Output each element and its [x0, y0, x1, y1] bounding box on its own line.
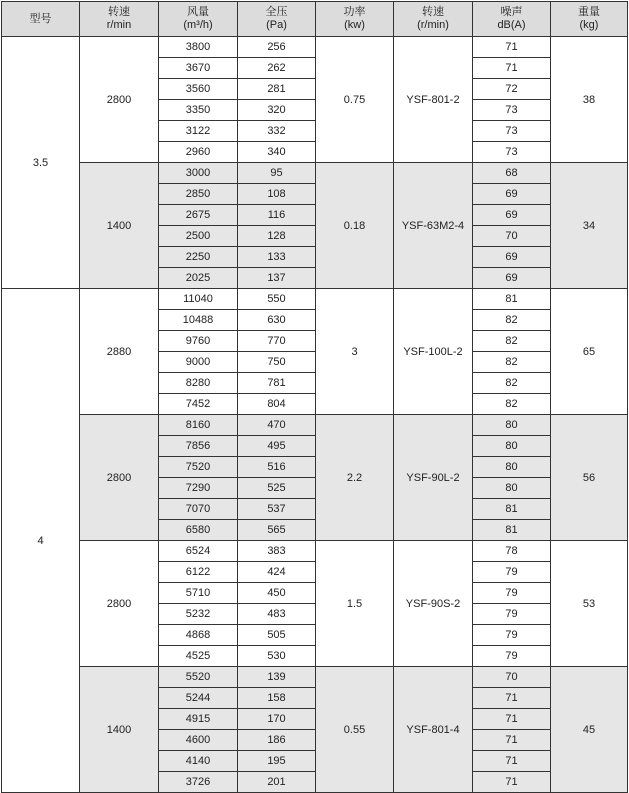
airflow-cell: 7520 — [159, 457, 238, 478]
pressure-cell: 256 — [238, 37, 316, 58]
speed-cell: 1400 — [80, 163, 159, 289]
noise-cell: 69 — [473, 205, 551, 226]
motor-cell: YSF-801-4 — [394, 667, 473, 793]
power-cell: 0.75 — [316, 37, 394, 163]
weight-cell: 65 — [551, 289, 628, 415]
noise-cell: 80 — [473, 436, 551, 457]
table-body — [2, 37, 628, 793]
airflow-cell: 2850 — [159, 184, 238, 205]
speed-cell: 2800 — [80, 37, 159, 163]
noise-cell: 73 — [473, 121, 551, 142]
noise-cell: 79 — [473, 646, 551, 667]
airflow-cell: 6122 — [159, 562, 238, 583]
airflow-cell: 3800 — [159, 37, 238, 58]
noise-cell: 82 — [473, 331, 551, 352]
pressure-cell: 133 — [238, 247, 316, 268]
pressure-cell: 450 — [238, 583, 316, 604]
noise-cell: 82 — [473, 373, 551, 394]
model-cell: 3.5 — [2, 37, 80, 289]
noise-cell: 80 — [473, 457, 551, 478]
pressure-cell: 186 — [238, 730, 316, 751]
power-cell: 0.55 — [316, 667, 394, 793]
airflow-cell: 5520 — [159, 667, 238, 688]
noise-cell: 79 — [473, 583, 551, 604]
airflow-cell: 4525 — [159, 646, 238, 667]
pressure-cell: 128 — [238, 226, 316, 247]
airflow-cell: 3726 — [159, 772, 238, 793]
pressure-cell: 95 — [238, 163, 316, 184]
header-airflow: 风量 (m³/h) — [159, 2, 238, 37]
pressure-cell: 804 — [238, 394, 316, 415]
speed-cell: 2800 — [80, 415, 159, 541]
pressure-cell: 332 — [238, 121, 316, 142]
noise-cell: 78 — [473, 541, 551, 562]
airflow-cell: 3122 — [159, 121, 238, 142]
header-pressure: 全压 (Pa) — [238, 2, 316, 37]
weight-cell: 38 — [551, 37, 628, 163]
airflow-cell: 5232 — [159, 604, 238, 625]
noise-cell: 71 — [473, 688, 551, 709]
noise-cell: 69 — [473, 268, 551, 289]
pressure-cell: 770 — [238, 331, 316, 352]
noise-cell: 69 — [473, 184, 551, 205]
airflow-cell: 6524 — [159, 541, 238, 562]
airflow-cell: 11040 — [159, 289, 238, 310]
pressure-cell: 424 — [238, 562, 316, 583]
noise-cell: 71 — [473, 751, 551, 772]
table-row — [2, 415, 628, 436]
pressure-cell: 281 — [238, 79, 316, 100]
pressure-cell: 550 — [238, 289, 316, 310]
airflow-cell: 8280 — [159, 373, 238, 394]
weight-cell: 34 — [551, 163, 628, 289]
noise-cell: 70 — [473, 226, 551, 247]
airflow-cell: 4915 — [159, 709, 238, 730]
pressure-cell: 565 — [238, 520, 316, 541]
table-row — [2, 289, 628, 310]
pressure-cell: 108 — [238, 184, 316, 205]
noise-cell: 80 — [473, 478, 551, 499]
airflow-cell: 5244 — [159, 688, 238, 709]
noise-cell: 70 — [473, 667, 551, 688]
weight-cell: 45 — [551, 667, 628, 793]
pressure-cell: 116 — [238, 205, 316, 226]
pressure-cell: 630 — [238, 310, 316, 331]
noise-cell: 71 — [473, 730, 551, 751]
pressure-cell: 137 — [238, 268, 316, 289]
airflow-cell: 6580 — [159, 520, 238, 541]
airflow-cell: 5710 — [159, 583, 238, 604]
power-cell: 2.2 — [316, 415, 394, 541]
airflow-cell: 2960 — [159, 142, 238, 163]
noise-cell: 81 — [473, 289, 551, 310]
pressure-cell: 516 — [238, 457, 316, 478]
airflow-cell: 10488 — [159, 310, 238, 331]
airflow-cell: 4868 — [159, 625, 238, 646]
airflow-cell: 2500 — [159, 226, 238, 247]
pressure-cell: 530 — [238, 646, 316, 667]
noise-cell: 79 — [473, 625, 551, 646]
pressure-cell: 525 — [238, 478, 316, 499]
noise-cell: 82 — [473, 310, 551, 331]
speed-cell: 2800 — [80, 541, 159, 667]
weight-cell: 53 — [551, 541, 628, 667]
table-row — [2, 541, 628, 562]
motor-cell: YSF-63M2-4 — [394, 163, 473, 289]
power-cell: 3 — [316, 289, 394, 415]
pressure-cell: 750 — [238, 352, 316, 373]
pressure-cell: 383 — [238, 541, 316, 562]
airflow-cell: 7452 — [159, 394, 238, 415]
airflow-cell: 4600 — [159, 730, 238, 751]
header-fan-speed: 转速 r/min — [80, 2, 159, 37]
pressure-cell: 158 — [238, 688, 316, 709]
noise-cell: 73 — [473, 100, 551, 121]
motor-cell: YSF-100L-2 — [394, 289, 473, 415]
noise-cell: 72 — [473, 79, 551, 100]
table-row — [2, 37, 628, 58]
power-cell: 0.18 — [316, 163, 394, 289]
header-motor: 转速 (r/min) — [394, 2, 473, 37]
pressure-cell: 340 — [238, 142, 316, 163]
pressure-cell: 139 — [238, 667, 316, 688]
pressure-cell: 505 — [238, 625, 316, 646]
pressure-cell: 201 — [238, 772, 316, 793]
airflow-cell: 3670 — [159, 58, 238, 79]
pressure-cell: 320 — [238, 100, 316, 121]
airflow-cell: 2675 — [159, 205, 238, 226]
noise-cell: 73 — [473, 142, 551, 163]
header-noise: 噪声 dB(A) — [473, 2, 551, 37]
noise-cell: 69 — [473, 247, 551, 268]
airflow-cell: 3350 — [159, 100, 238, 121]
pressure-cell: 470 — [238, 415, 316, 436]
airflow-cell: 9000 — [159, 352, 238, 373]
pressure-cell: 537 — [238, 499, 316, 520]
pressure-cell: 195 — [238, 751, 316, 772]
noise-cell: 80 — [473, 415, 551, 436]
header-row — [2, 2, 628, 37]
noise-cell: 71 — [473, 709, 551, 730]
pressure-cell: 170 — [238, 709, 316, 730]
airflow-cell: 3560 — [159, 79, 238, 100]
airflow-cell: 4140 — [159, 751, 238, 772]
power-cell: 1.5 — [316, 541, 394, 667]
noise-cell: 71 — [473, 37, 551, 58]
header-power: 功率 (kw) — [316, 2, 394, 37]
motor-cell: YSF-801-2 — [394, 37, 473, 163]
header-model: 型号 — [2, 2, 80, 37]
airflow-cell: 7856 — [159, 436, 238, 457]
airflow-cell: 2025 — [159, 268, 238, 289]
noise-cell: 68 — [473, 163, 551, 184]
header-weight: 重量 (kg) — [551, 2, 628, 37]
airflow-cell: 7070 — [159, 499, 238, 520]
noise-cell: 71 — [473, 772, 551, 793]
speed-cell: 1400 — [80, 667, 159, 793]
table-row — [2, 667, 628, 688]
noise-cell: 81 — [473, 499, 551, 520]
pressure-cell: 483 — [238, 604, 316, 625]
noise-cell: 82 — [473, 394, 551, 415]
speed-cell: 2880 — [80, 289, 159, 415]
noise-cell: 71 — [473, 58, 551, 79]
airflow-cell: 9760 — [159, 331, 238, 352]
pressure-cell: 781 — [238, 373, 316, 394]
motor-cell: YSF-90S-2 — [394, 541, 473, 667]
noise-cell: 82 — [473, 352, 551, 373]
airflow-cell: 8160 — [159, 415, 238, 436]
airflow-cell: 3000 — [159, 163, 238, 184]
airflow-cell: 7290 — [159, 478, 238, 499]
airflow-cell: 2250 — [159, 247, 238, 268]
fan-spec-table — [1, 1, 628, 793]
table-row — [2, 163, 628, 184]
noise-cell: 79 — [473, 562, 551, 583]
weight-cell: 56 — [551, 415, 628, 541]
motor-cell: YSF-90L-2 — [394, 415, 473, 541]
pressure-cell: 495 — [238, 436, 316, 457]
noise-cell: 79 — [473, 604, 551, 625]
model-cell: 4 — [2, 289, 80, 793]
noise-cell: 81 — [473, 520, 551, 541]
pressure-cell: 262 — [238, 58, 316, 79]
